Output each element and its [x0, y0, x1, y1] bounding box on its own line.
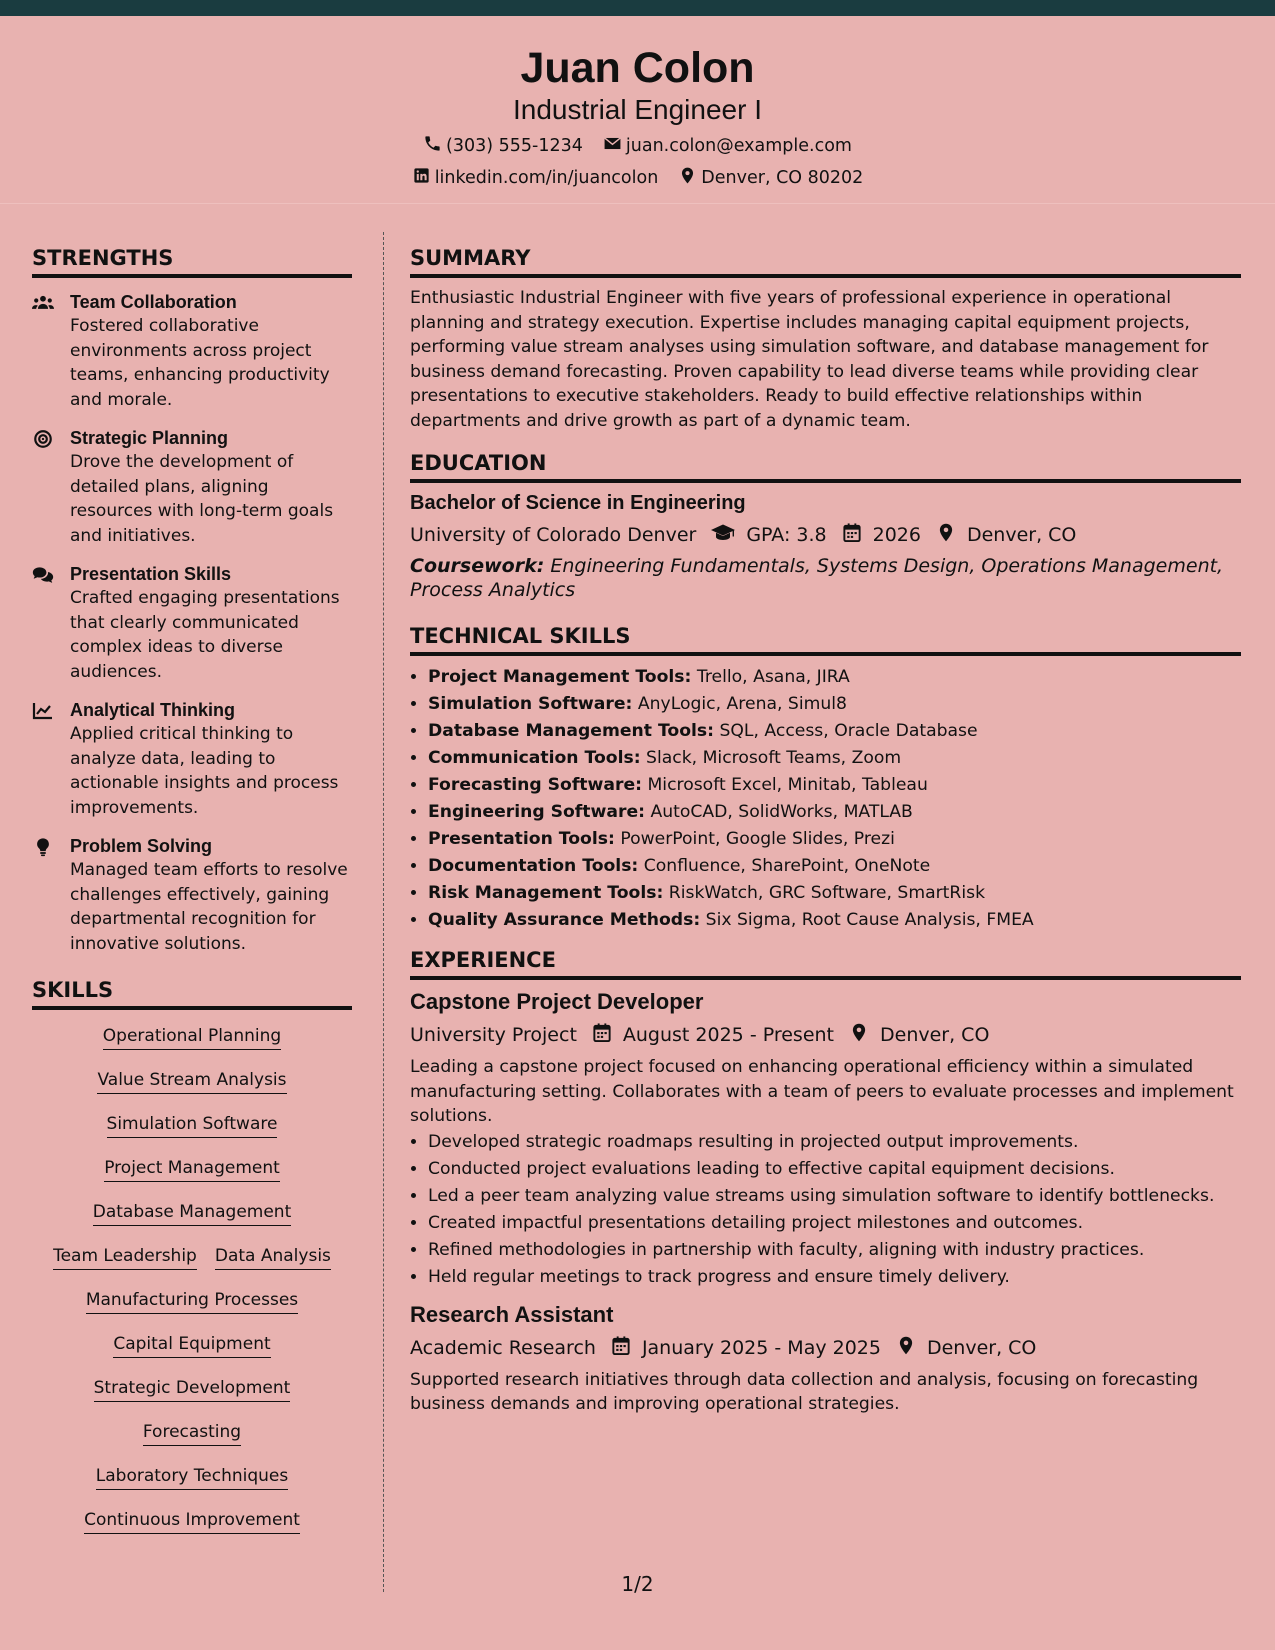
lightbulb-icon: [32, 842, 54, 861]
tech-skill-value: SQL, Access, Oracle Database: [719, 721, 978, 741]
strength-title: Team Collaboration: [70, 292, 237, 312]
strength-title: Analytical Thinking: [70, 700, 236, 720]
job-location: Denver, CO: [880, 1024, 990, 1046]
target-icon: [32, 434, 54, 453]
skill-tag: Strategic Development: [94, 1376, 291, 1402]
skill-tag: Team Leadership: [53, 1244, 197, 1270]
strengths-heading: STRENGTHS: [32, 246, 352, 278]
contact-email: [603, 134, 852, 158]
candidate-title: Industrial Engineer I: [512, 94, 763, 125]
skill-tag: Operational Planning: [103, 1024, 281, 1050]
strength-title: Problem Solving: [70, 836, 213, 856]
education-degree: Bachelor of Science in Engineering: [410, 492, 746, 514]
list-item: [428, 799, 1241, 826]
tech-skill-label: Database Management Tools:: [428, 721, 715, 741]
map-marker-icon: [881, 1335, 927, 1361]
education-location: Denver, CO: [966, 524, 1077, 546]
education-heading: EDUCATION: [410, 451, 1241, 483]
summary-heading: SUMMARY: [410, 246, 1241, 278]
summary-text: Enthusiastic Industrial Engineer with five years of professional experience in operational planning and strategy execution. Expertise includes managing capital equipment projects, performing value stream analyses using simulation software, and database management for business demand forecasting. Proven capability to lead diverse teams while providing clear presentations to executive stakeholders. Ready to build effective relationships within departments and drive growth as part of a dynamic team.: [410, 288, 1209, 431]
tech-skill-label: Project Management Tools:: [428, 667, 692, 687]
contact-row-1: [0, 134, 1275, 158]
graduation-cap-icon: [696, 522, 746, 548]
strength-item: [32, 698, 352, 820]
tech-skill-label: Simulation Software:: [428, 694, 633, 714]
column-divider: [383, 232, 384, 1592]
phone-icon: [423, 134, 442, 158]
job-entry: [410, 989, 1241, 1291]
coursework-label: Coursework:: [410, 555, 545, 577]
skills-heading: SKILLS: [32, 978, 352, 1010]
map-marker-icon: [921, 522, 967, 548]
job-description: Leading a capstone project focused on enhancing operational efficiency within a simulated manufacturing setting. Collaborates with a team of peers to evaluate processes and implement solutions.: [410, 1057, 1234, 1126]
list-item: [428, 853, 1241, 880]
experience-heading: EXPERIENCE: [410, 948, 1241, 980]
list-item: [428, 691, 1241, 718]
skill-tag: Data Analysis: [215, 1244, 331, 1270]
calendar-icon: [596, 1335, 642, 1361]
skill-tag: Capital Equipment: [113, 1332, 270, 1358]
strength-desc: Crafted engaging presentations that clearly communicated complex ideas to diverse audiences.: [70, 588, 340, 682]
map-marker-icon: [678, 166, 697, 190]
tech-skill-value: Six Sigma, Root Cause Analysis, FMEA: [705, 910, 1034, 930]
coursework-list: Engineering Fundamentals, Systems Design, Operations Management, Process Analytics: [410, 555, 1224, 601]
strength-desc: Drove the development of detailed plans, aligning resources with long-term goals and initiatives.: [70, 452, 334, 546]
contact-location: [678, 166, 863, 190]
email-link[interactable]: juan.colon@example.com: [625, 136, 852, 156]
tech-skill-value: Microsoft Excel, Minitab, Tableau: [647, 775, 928, 795]
contact-linkedin: [412, 166, 659, 190]
list-item: • Created impactful presentations detailing project milestones and outcomes.: [428, 1210, 1241, 1237]
location-text: Denver, CO 80202: [701, 168, 864, 188]
tech-skill-value: Slack, Microsoft Teams, Zoom: [646, 748, 902, 768]
resume-header: [0, 16, 1275, 204]
right-column: [410, 246, 1241, 1417]
tech-skill-label: Communication Tools:: [428, 748, 641, 768]
graduation-year: 2026: [872, 524, 921, 546]
map-marker-icon: [834, 1022, 880, 1048]
list-item: [428, 664, 1241, 691]
skill-tag: Continuous Improvement: [84, 1508, 300, 1534]
list-item: [428, 772, 1241, 799]
technical-skills-list: [410, 664, 1241, 934]
tech-skill-label: Presentation Tools:: [428, 829, 615, 849]
tech-skill-value: AutoCAD, SolidWorks, MATLAB: [650, 802, 913, 822]
strength-title: Presentation Skills: [70, 564, 232, 584]
skill-tag: Database Management: [93, 1200, 292, 1226]
strength-item: [32, 562, 352, 684]
tech-skill-value: PowerPoint, Google Slides, Prezi: [620, 829, 895, 849]
list-item: • Led a peer team analyzing value streams using simulation software to identify bottlenecks.: [428, 1183, 1241, 1210]
job-dates: January 2025 - May 2025: [641, 1336, 881, 1359]
strength-item: [32, 426, 352, 548]
contact-phone: [423, 134, 583, 158]
calendar-icon: [827, 522, 873, 548]
skill-tag: Value Stream Analysis: [97, 1068, 286, 1094]
job-title: Research Assistant: [410, 1301, 614, 1327]
left-column: [32, 246, 352, 1534]
tech-skill-value: Confluence, SharePoint, OneNote: [643, 856, 931, 876]
strength-desc: Fostered collaborative environments across project teams, enhancing productivity and morale.: [70, 316, 330, 410]
linkedin-link[interactable]: linkedin.com/in/juancolon: [434, 168, 659, 188]
job-organization: Academic Research: [410, 1336, 596, 1359]
tech-skill-label: Engineering Software:: [428, 802, 645, 822]
list-item: [428, 745, 1241, 772]
chart-line-icon: [32, 706, 54, 725]
job-meta: [410, 1335, 1241, 1361]
envelope-icon: [603, 134, 622, 158]
tech-skill-label: Quality Assurance Methods:: [428, 910, 701, 930]
strength-title: Strategic Planning: [70, 428, 229, 448]
list-item: [428, 826, 1241, 853]
tech-skill-value: Trello, Asana, JIRA: [696, 667, 850, 687]
calendar-icon: [577, 1022, 623, 1048]
coursework: [410, 554, 1241, 602]
gpa-text: GPA: 3.8: [746, 524, 827, 546]
skill-tag: Project Management: [104, 1156, 280, 1182]
list-item: • Developed strategic roadmaps resulting in projected output improvements.: [428, 1129, 1241, 1156]
strength-item: [32, 834, 352, 956]
tech-skill-label: Risk Management Tools:: [428, 883, 664, 903]
tech-skill-value: AnyLogic, Arena, Simul8: [637, 694, 847, 714]
tech-skill-label: Documentation Tools:: [428, 856, 639, 876]
skill-tag: Forecasting: [143, 1420, 241, 1446]
page-number: 1/2: [621, 1572, 654, 1596]
strength-desc: Managed team efforts to resolve challenges effectively, gaining departmental recognition for innovative solutions.: [70, 860, 348, 954]
tech-skill-value: RiskWatch, GRC Software, SmartRisk: [668, 883, 986, 903]
job-entry: [410, 1302, 1241, 1417]
tech-skill-label: Forecasting Software:: [428, 775, 642, 795]
phone-text[interactable]: (303) 555-1234: [446, 136, 583, 156]
education-meta: [410, 522, 1241, 548]
skill-tag: Simulation Software: [107, 1112, 278, 1138]
top-accent-bar: [0, 0, 1275, 16]
list-item: • Conducted project evaluations leading to effective capital equipment decisions.: [428, 1156, 1241, 1183]
strength-item: [32, 290, 352, 412]
skills-list: [32, 1024, 352, 1534]
school-name: University of Colorado Denver: [410, 524, 697, 546]
list-item: • Refined methodologies in partnership with faculty, aligning with industry practices.: [428, 1237, 1241, 1264]
strength-desc: Applied critical thinking to analyze data, leading to actionable insights and process improvements.: [70, 724, 339, 818]
list-item: [428, 907, 1241, 934]
users-icon: [32, 298, 54, 317]
candidate-name: Juan Colon: [520, 44, 755, 92]
job-location: Denver, CO: [926, 1336, 1037, 1359]
job-description: Supported research initiatives through data collection and analysis, focusing on forecasting business demands and improving operational strategies.: [410, 1369, 1199, 1414]
job-dates: August 2025 - Present: [622, 1024, 834, 1046]
skill-tag: Laboratory Techniques: [96, 1464, 288, 1490]
comments-icon: [32, 570, 54, 589]
linkedin-icon: [412, 166, 431, 190]
contact-row-2: [0, 166, 1275, 190]
job-title: Capstone Project Developer: [410, 989, 704, 1014]
list-item: [428, 718, 1241, 745]
skill-tag: Manufacturing Processes: [86, 1288, 298, 1314]
list-item: • Held regular meetings to track progress and ensure timely delivery.: [428, 1264, 1241, 1291]
job-meta: [410, 1022, 1241, 1048]
list-item: [428, 880, 1241, 907]
job-organization: University Project: [410, 1024, 577, 1046]
job-bullets: [410, 1129, 1241, 1291]
technical-skills-heading: TECHNICAL SKILLS: [410, 624, 1241, 656]
